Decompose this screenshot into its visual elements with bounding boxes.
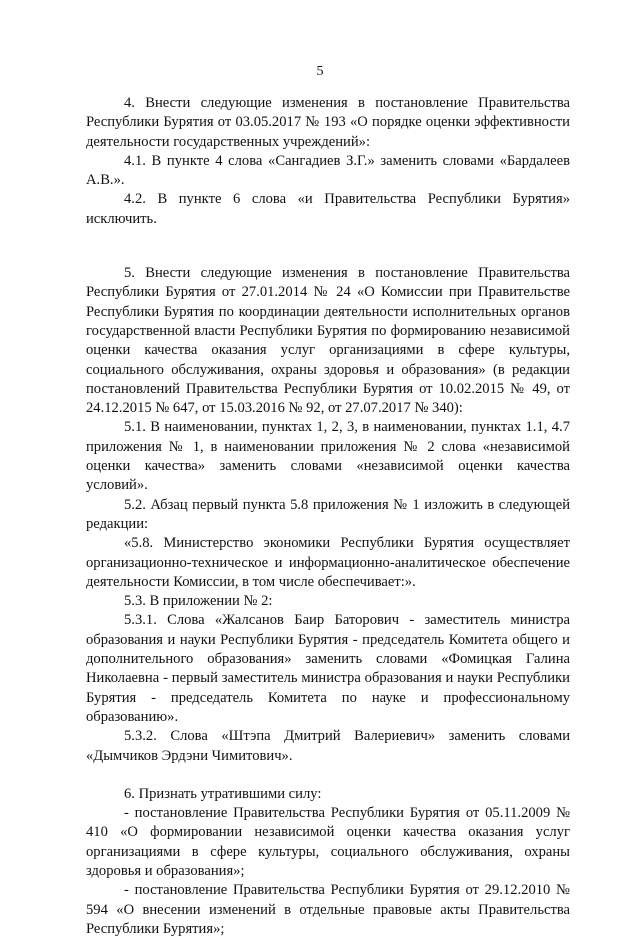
paragraph-6: 6. Признать утратившими силу: — [124, 785, 322, 802]
paragraph-4-1: 4.1. В пункте 4 слова «Сангадиев З.Г.» заменить словами «Бардалеев А.В.». — [86, 152, 570, 189]
paragraph-5: 5. Внести следующие изменения в постановление Правительства Республики Бурятия от 27.01.2014 № 24 «О Комиссии при Правительстве Республики Бурятия по координации деятельности исполнительных органов государственной власти Республики Бурятия по формированию независимой оценки качества оказания услуг организациями в сфере культуры, социального обслуживания, охраны здоровья и образования» (в редакции постановлений Правительства Республики Бурятия от 10.02.2015 № 49, от 24.12.2015 № 647, от 15.03.2016 № 92, от 27.07.2017 № 340): — [86, 265, 570, 417]
spacer — [86, 229, 570, 248]
paragraph-6-item-1: - постановление Правительства Республики Бурятия от 05.11.2009 № 410 «О формировании независимой оценки качества оказания услуг организациями в сфере культуры, социального обслуживания, охраны здоровья и образования»; — [86, 805, 570, 879]
paragraph-5-3-2: 5.3.2. Слова «Штэпа Дмитрий Валериевич» заменить словами «Дымчиков Эрдэни Чимитович». — [86, 728, 570, 764]
spacer — [86, 248, 570, 264]
spacer — [86, 766, 570, 785]
paragraph-5-2: 5.2. Абзац первый пункта 5.8 приложения № 1 изложить в следующей редакции: — [86, 496, 570, 532]
paragraph-6-item-2: - постановление Правительства Республики Бурятия от 29.12.2010 № 594 «О внесении изменений в отдельные правовые акты Правительства Республики Бурятия»; — [86, 882, 570, 937]
document-body — [86, 94, 570, 939]
paragraph-5-3-1: 5.3.1. Слова «Жалсанов Баир Баторович - заместитель министра образования и науки Республики Бурятия - председатель Комитета общего и дополнительного образования» заменить словами «Фомицкая Галина Николаевна - первый заместитель министра образования и науки Республики Бурятия - председатель Комитета по науке и профессиональному образованию». — [86, 612, 570, 725]
paragraph-5-1: 5.1. В наименовании, пунктах 1, 2, 3, в наименовании, пунктах 1.1, 4.7 приложения № 1, в наименовании приложения № 2 слова «независимой оценки качества» заменить словами «независимой оценки качества условий». — [86, 419, 570, 494]
paragraph-5-8-quote: «5.8. Министерство экономики Республики Бурятия осуществляет организационно-техническое и информационно-аналитическое обеспечение деятельности Комиссии, в том числе обеспечивает:». — [86, 535, 570, 590]
paragraph-4: 4. Внести следующие изменения в постановление Правительства Республики Бурятия от 03.05.2017 № 193 «О порядке оценки эффективности деятельности государственных учреждений»: — [86, 95, 570, 150]
page-number: 5 — [316, 64, 324, 79]
paragraph-4-2: 4.2. В пункте 6 слова «и Правительства Республики Бурятия» исключить. — [86, 191, 570, 227]
paragraph-5-3: 5.3. В приложении № 2: — [124, 593, 273, 610]
